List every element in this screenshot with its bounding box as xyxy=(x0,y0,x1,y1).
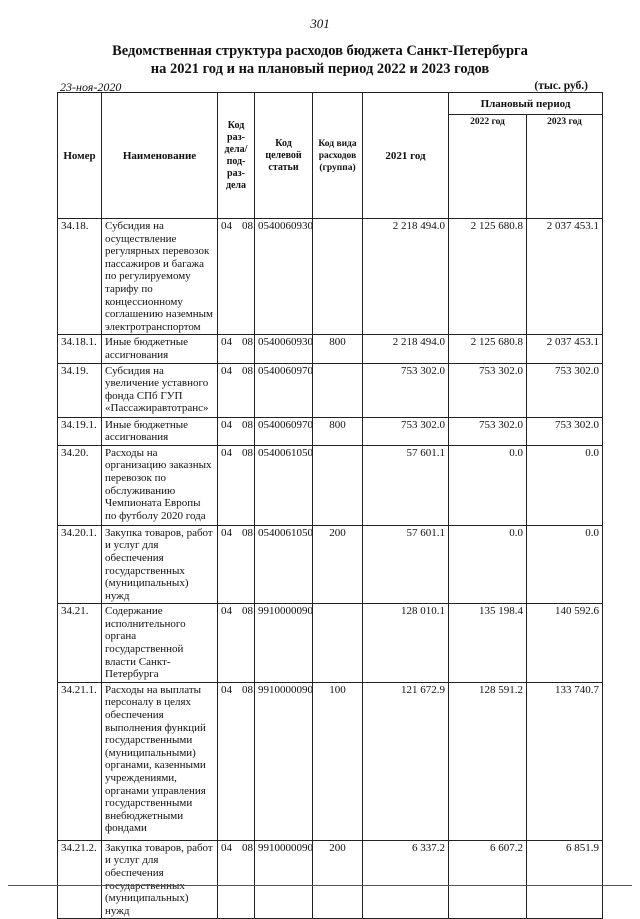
title-line-1: Ведомственная структура расходов бюджета Санкт-Петербурга xyxy=(112,43,528,59)
page-bottom-rule xyxy=(8,885,632,886)
row-name: Расходы на выплаты персоналу в целях обеспечения выполнения функций государственными (муниципальными) органами, казенными учреждениями, органами управления государственными внебюджетными фондами xyxy=(102,682,218,840)
row-expense-type: 100 xyxy=(313,682,363,840)
row-target-code: 0540060930 xyxy=(255,219,313,335)
row-value-2022: 135 198.4 xyxy=(449,604,527,683)
row-expense-type xyxy=(313,363,363,417)
row-value-2023: 133 740.7 xyxy=(527,682,603,840)
units-label: (тыс. руб.) xyxy=(534,80,588,92)
row-section-code: 04 08 xyxy=(218,525,255,604)
page-number: 301 xyxy=(310,16,330,31)
row-number: 34.21.2. xyxy=(58,840,102,919)
row-value-2023: 753 302.0 xyxy=(527,363,603,417)
row-name: Иные бюджетные ассигнования xyxy=(102,417,218,445)
row-section-code: 04 08 xyxy=(218,840,255,919)
row-section-code: 04 08 xyxy=(218,335,255,363)
row-value-2022: 0.0 xyxy=(449,525,527,604)
row-section-code: 04 08 xyxy=(218,363,255,417)
row-name: Содержание исполнительного органа государственной власти Санкт-Петербурга xyxy=(102,604,218,683)
row-expense-type xyxy=(313,445,363,525)
row-value-2021: 57 601.1 xyxy=(363,525,449,604)
row-name: Иные бюджетные ассигнования xyxy=(102,335,218,363)
row-expense-type xyxy=(313,219,363,335)
row-number: 34.19. xyxy=(58,363,102,417)
row-value-2021: 2 218 494.0 xyxy=(363,219,449,335)
row-value-2023: 2 037 453.1 xyxy=(527,335,603,363)
document-title xyxy=(0,42,640,78)
header-number: Номер xyxy=(58,93,102,219)
row-value-2022: 128 591.2 xyxy=(449,682,527,840)
row-number: 34.20. xyxy=(58,445,102,525)
row-value-2022: 2 125 680.8 xyxy=(449,219,527,335)
row-value-2023: 753 302.0 xyxy=(527,417,603,445)
row-name: Закупка товаров, работ и услуг для обеспечения государственных (муниципальных) нужд xyxy=(102,840,218,919)
row-target-code: 0540060970 xyxy=(255,417,313,445)
row-value-2021: 753 302.0 xyxy=(363,363,449,417)
header-planned-period: Плановый период xyxy=(449,93,603,115)
row-name: Закупка товаров, работ и услуг для обеспечения государственных (муниципальных) нужд xyxy=(102,525,218,604)
document-date: 23-ноя-2020 xyxy=(60,80,122,94)
row-value-2023: 140 592.6 xyxy=(527,604,603,683)
table-row xyxy=(58,445,603,525)
row-value-2023: 0.0 xyxy=(527,525,603,604)
row-value-2021: 753 302.0 xyxy=(363,417,449,445)
header-target-code: Код целевой статьи xyxy=(255,93,313,219)
row-number: 34.18. xyxy=(58,219,102,335)
row-number: 34.18.1. xyxy=(58,335,102,363)
row-value-2021: 128 010.1 xyxy=(363,604,449,683)
row-target-code: 9910000090 xyxy=(255,840,313,919)
header-expense-type: Код вида расходов (группа) xyxy=(313,93,363,219)
row-expense-type: 200 xyxy=(313,525,363,604)
row-target-code: 0540061050 xyxy=(255,445,313,525)
header-year-2023: 2023 год xyxy=(527,115,603,219)
row-value-2022: 6 607.2 xyxy=(449,840,527,919)
row-target-code: 0540060930 xyxy=(255,335,313,363)
row-number: 34.21.1. xyxy=(58,682,102,840)
row-expense-type: 800 xyxy=(313,417,363,445)
row-section-code: 04 08 xyxy=(218,604,255,683)
table-row xyxy=(58,335,603,363)
title-line-2: на 2021 год и на плановый период 2022 и 2023 годов xyxy=(150,61,490,77)
row-name: Субсидия на увеличение уставного фонда СПб ГУП «Пассажиравтотранс» xyxy=(102,363,218,417)
table-row xyxy=(58,219,603,335)
header-year-2022: 2022 год xyxy=(449,115,527,219)
table-row xyxy=(58,363,603,417)
header-name: Наименование xyxy=(102,93,218,219)
header-year-2021: 2021 год xyxy=(363,93,449,219)
row-value-2021: 2 218 494.0 xyxy=(363,335,449,363)
row-target-code: 9910000090 xyxy=(255,604,313,683)
row-value-2021: 57 601.1 xyxy=(363,445,449,525)
row-expense-type xyxy=(313,604,363,683)
budget-table xyxy=(57,92,603,919)
row-value-2023: 2 037 453.1 xyxy=(527,219,603,335)
table-row xyxy=(58,417,603,445)
row-section-code: 04 08 xyxy=(218,445,255,525)
table-row xyxy=(58,604,603,683)
row-number: 34.19.1. xyxy=(58,417,102,445)
row-name: Расходы на организацию заказных перевозок по обслуживанию Чемпионата Европы по футболу 2020 года xyxy=(102,445,218,525)
row-section-code: 04 08 xyxy=(218,219,255,335)
row-value-2022: 753 302.0 xyxy=(449,363,527,417)
row-section-code: 04 08 xyxy=(218,417,255,445)
row-value-2023: 0.0 xyxy=(527,445,603,525)
row-value-2021: 121 672.9 xyxy=(363,682,449,840)
row-expense-type: 200 xyxy=(313,840,363,919)
row-name: Субсидия на осуществление регулярных перевозок пассажиров и багажа по регулируемому тарифу по концессионному соглашению наземным электротранспортом xyxy=(102,219,218,335)
table-row xyxy=(58,525,603,604)
row-target-code: 0540060970 xyxy=(255,363,313,417)
row-section-code: 04 08 xyxy=(218,682,255,840)
row-value-2022: 753 302.0 xyxy=(449,417,527,445)
row-number: 34.20.1. xyxy=(58,525,102,604)
row-value-2023: 6 851.9 xyxy=(527,840,603,919)
row-target-code: 9910000090 xyxy=(255,682,313,840)
header-section-code: Код раз-дела/ под-раз-дела xyxy=(218,93,255,219)
row-value-2022: 2 125 680.8 xyxy=(449,335,527,363)
row-number: 34.21. xyxy=(58,604,102,683)
row-expense-type: 800 xyxy=(313,335,363,363)
row-value-2022: 0.0 xyxy=(449,445,527,525)
table-row xyxy=(58,840,603,919)
row-target-code: 0540061050 xyxy=(255,525,313,604)
row-value-2021: 6 337.2 xyxy=(363,840,449,919)
table-row xyxy=(58,682,603,840)
